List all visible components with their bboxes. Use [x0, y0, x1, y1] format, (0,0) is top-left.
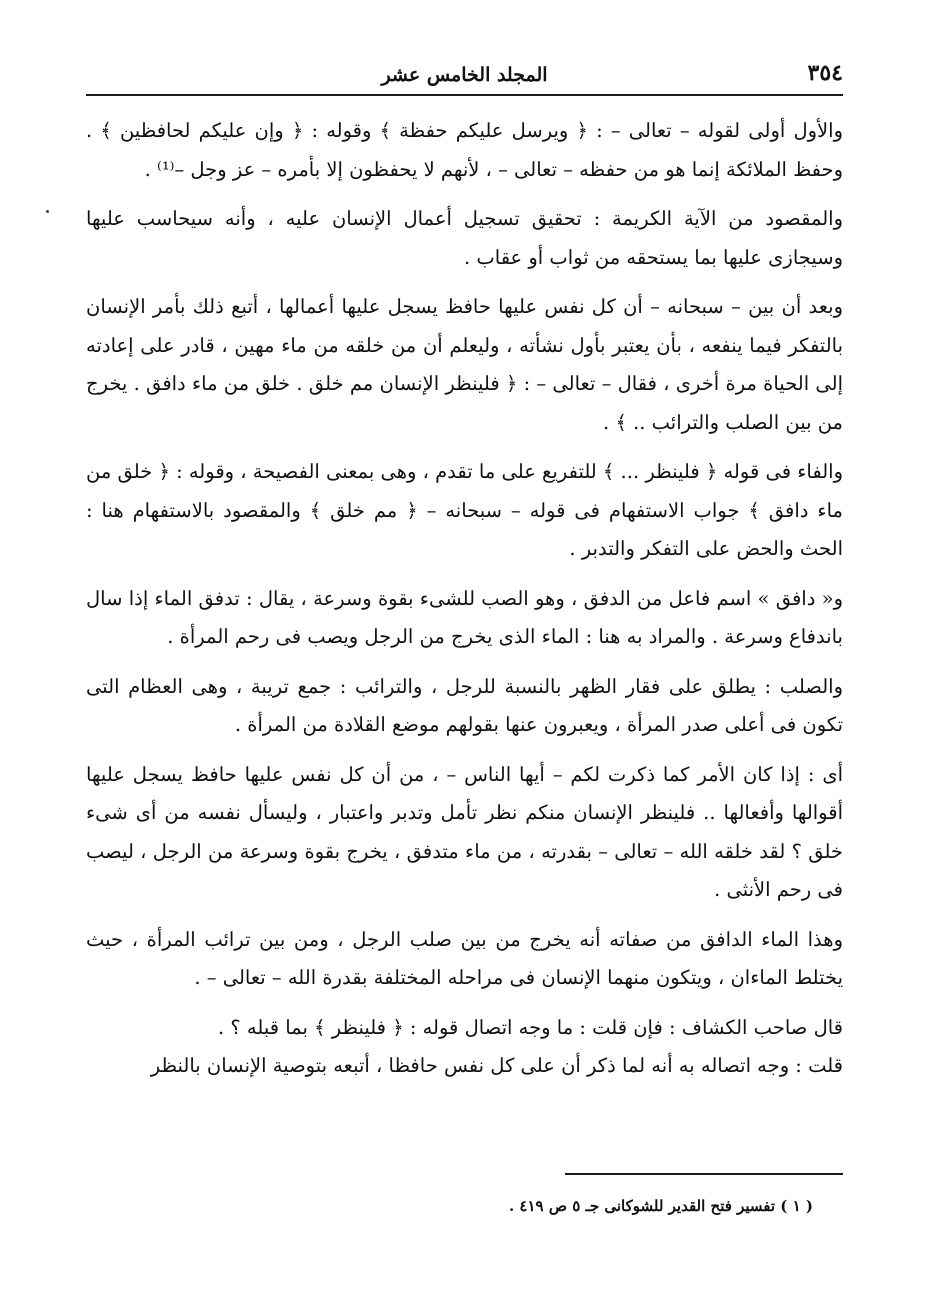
paragraph: والصلب : يطلق على فقار الظهر بالنسبة للرجل ، والترائب : جمع تريبة ، وهى العظام التى تكون فى أعلى صدر المرأة ، ويعبرون عنها بقولهم موضع القلادة من المرأة . [86, 674, 843, 736]
page-number: ٣٥٤ [807, 60, 843, 86]
running-title: المجلد الخامس عشر [381, 64, 548, 86]
paragraph: والمقصود من الآية الكريمة : تحقيق تسجيل أعمال الإنسان عليه ، وأنه سيحاسب عليها وسيجازى عليها بما يستحقه من ثواب أو عقاب . [86, 207, 843, 269]
paragraph: قال صاحب الكشاف : فإن قلت : ما وجه اتصال قوله : ﴿ فلينظر ﴾ بما قبله ؟ . [217, 1015, 843, 1039]
footnote: ( ١ ) تفسير فتح القدير للشوكانى جـ ٥ ص ٤١٩ . [508, 1197, 813, 1215]
paragraph: وهذا الماء الدافق من صفاته أنه يخرج من بين صلب الرجل ، ومن بين ترائب المرأة ، حيث يختلط الماءان ، ويتكون منهما الإنسان فى مراحله المختلفة بقدرة الله – تعالى – . [86, 927, 843, 989]
paragraph: و« دافق » اسم فاعل من الدفق ، وهو الصب للشىء بقوة وسرعة ، يقال : تدفق الماء إذا سال باندفاع وسرعة . والمراد به هنا : الماء الذى يخرج من الرجل ويصب فى رحم المرأة . [86, 586, 843, 648]
scan-speck [46, 210, 49, 213]
paragraph: والأول أولى لقوله – تعالى – : ﴿ ويرسل عليكم حفظة ﴾ وقوله : ﴿ وإن عليكم لحافظين ﴾ . وحفظ الملائكة إنما هو من حفظه – تعالى – ، لأنهم لا يحفظون إلا بأمره – عز وجل –⁽¹⁾ . [86, 119, 843, 181]
paragraph: أى : إذا كان الأمر كما ذكرت لكم – أيها الناس – ، من أن كل نفس عليها حافظ يسجل عليها أقوالها وأفعالها .. فلينظر الإنسان منكم نظر تأمل وتدبر واعتبار ، وليسأل نفسه من أى شىء خلق ؟ لقد خلقه الله – تعالى – بقدرته ، من ماء متدفق ، يخرج بقوة وسرعة من الرجل ، ليصب فى رحم الأنثى . [86, 762, 843, 901]
body-text [86, 112, 843, 1097]
paragraph: وبعد أن بين – سبحانه – أن كل نفس عليها حافظ يسجل عليها أعمالها ، أتبع ذلك بأمر الإنسان بالتفكر فيما ينفعه ، بأن يعتبر بأول نشأته ، وليعلم أن من خلقه من ماء مهين ، قادر على إعادته إلى الحياة مرة أخرى ، فقال – تعالى – : ﴿ فلينظر الإنسان مم خلق . خلق من ماء دافق . يخرج من بين الصلب والترائب .. ﴾ . [86, 295, 843, 434]
page-header [86, 56, 843, 96]
paragraph: قلت : وجه اتصاله به أنه لما ذكر أن على كل نفس حافظا ، أتبعه بتوصية الإنسان بالنظر [150, 1054, 843, 1077]
paragraph: والفاء فى قوله ﴿ فلينظر ... ﴾ للتفريع على ما تقدم ، وهى بمعنى الفصيحة ، وقوله : ﴿ خلق من ماء دافق ﴾ جواب الاستفهام فى قوله – سبحانه – ﴿ مم خلق ﴾ والمقصود بالاستفهام هنا : الحث والحض على التفكر والتدبر . [86, 460, 843, 560]
footnote-separator [565, 1173, 843, 1175]
